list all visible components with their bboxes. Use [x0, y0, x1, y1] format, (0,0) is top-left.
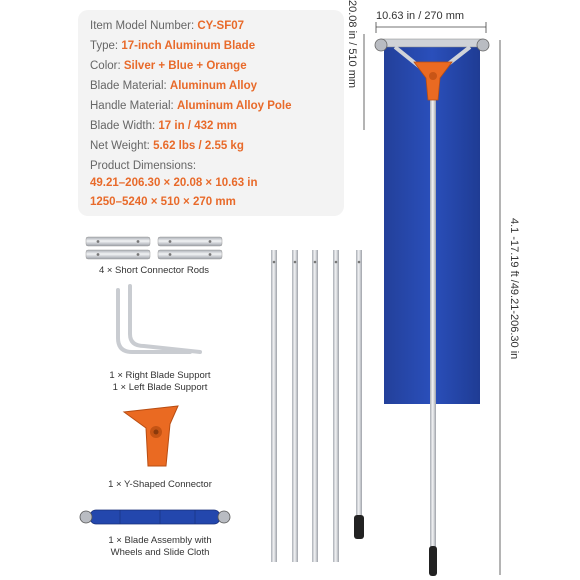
width-dimension: 10.63 in / 270 mm — [376, 10, 465, 22]
spec-dimensions-in: 49.21–206.30 × 20.08 × 10.63 in — [90, 177, 258, 189]
spec-dimensions-mm: 1250–5240 × 510 × 270 mm — [90, 196, 236, 208]
caption-blade-assembly-1: 1 × Blade Assembly with — [108, 535, 212, 546]
spec-handle-material: Handle Material: Aluminum Alloy Pole — [90, 100, 292, 112]
caption-left-support: 1 × Left Blade Support — [112, 382, 208, 393]
spec-blade-material: Blade Material: Aluminum Alloy — [90, 80, 258, 92]
extension-poles — [271, 250, 364, 562]
spec-model: Item Model Number: CY-SF07 — [90, 20, 245, 32]
caption-blade-assembly-2: Wheels and Slide Cloth — [110, 547, 210, 558]
caption-right-support: 1 × Right Blade Support — [109, 370, 211, 381]
connector-hole — [429, 72, 437, 80]
spec-type: Type: 17-inch Aluminum Blade — [90, 40, 256, 52]
caption-y-connector: 1 × Y-Shaped Connector — [108, 479, 212, 490]
length-dimension: 4.1 -17.19 ft /49.21-206.30 in — [508, 218, 520, 360]
short-connector-rods — [86, 237, 222, 259]
wheel-icon — [375, 39, 387, 51]
spec-blade-width: Blade Width: 17 in / 432 mm — [90, 120, 238, 132]
spec-dimensions-label: Product Dimensions: — [90, 160, 197, 172]
caption-rods: 4 × Short Connector Rods — [98, 265, 210, 276]
y-shaped-connector — [124, 406, 178, 466]
width-dimension-line — [376, 22, 486, 33]
height-dimension: 20.08 in / 510 mm — [346, 0, 358, 89]
blade-bar — [378, 39, 486, 47]
assembled-pole — [430, 90, 436, 550]
spec-net-weight: Net Weight: 5.62 lbs / 2.55 kg — [90, 140, 244, 152]
spec-color: Color: Silver + Blue + Orange — [90, 60, 247, 72]
wheel-icon — [477, 39, 489, 51]
blade-assembly — [80, 510, 230, 524]
handle-grip — [429, 546, 437, 576]
blade-supports — [118, 286, 200, 352]
